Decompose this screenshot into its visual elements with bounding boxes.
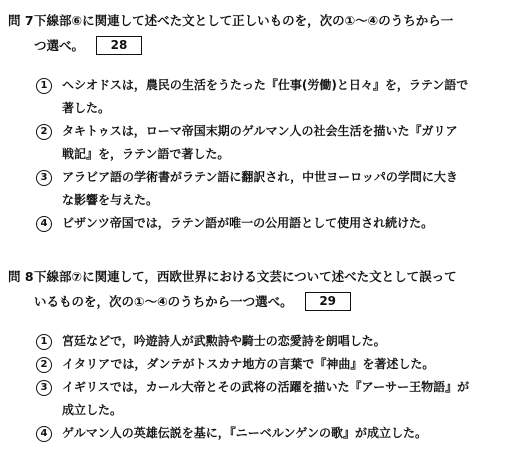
option-text-line1: イギリスでは，カール大帝とその武将の活躍を描いた『アーサー王物語』が xyxy=(62,380,470,394)
question-stem xyxy=(8,8,512,58)
option-number-circle: 3 xyxy=(36,380,52,396)
option-3 xyxy=(34,376,512,422)
option-4 xyxy=(34,212,512,235)
answer-box: 28 xyxy=(96,36,142,55)
option-text-line2: 戦記』を，ラテン語で著した。 xyxy=(62,147,230,161)
option-list xyxy=(8,330,512,445)
option-number-circle: 2 xyxy=(36,124,52,140)
option-text-line1: タキトゥスは，ローマ帝国末期のゲルマン人の社会生活を描いた『ガリア xyxy=(62,124,458,138)
stem-text-line1: 下線部⑦に関連して，西欧世界における文芸について述べた文として誤って xyxy=(34,269,457,284)
stem-line2 xyxy=(8,33,512,58)
option-number-circle: 3 xyxy=(36,170,52,186)
option-text-line1: アラビア語の学術書がラテン語に翻訳され，中世ヨーロッパの学問に大き xyxy=(62,170,458,184)
question-number: 問 7 xyxy=(8,13,34,28)
option-number-circle: 1 xyxy=(36,78,52,94)
option-2 xyxy=(34,120,512,166)
option-2 xyxy=(34,353,512,376)
stem-text-line1: 下線部⑥に関連して述べた文として正しいものを，次の①～④のうちから一 xyxy=(34,13,454,28)
option-text-line1: 宮廷などで，吟遊詩人が武勲詩や騎士の恋愛詩を朗唱した。 xyxy=(62,334,386,348)
option-number-circle: 2 xyxy=(36,357,52,373)
question-stem xyxy=(8,264,512,314)
stem-text-line2: つ選べ。 xyxy=(34,38,85,53)
stem-text-line2: いるものを，次の①～④のうちから一つ選べ。 xyxy=(34,294,293,309)
option-number-circle: 4 xyxy=(36,216,52,232)
stem-line2 xyxy=(8,289,512,314)
option-text-line1: イタリアでは，ダンテがトスカナ地方の言葉で『神曲』を著述した。 xyxy=(62,357,435,371)
option-text-line1: ヘシオドスは，農民の生活をうたった『仕事(労働)と日々』を，ラテン語で xyxy=(62,78,469,92)
option-number-circle: 1 xyxy=(36,334,52,350)
option-text-line2: 著した。 xyxy=(62,101,111,115)
option-list xyxy=(8,74,512,235)
option-1 xyxy=(34,330,512,353)
option-number-circle: 4 xyxy=(36,426,52,442)
question-8 xyxy=(8,264,512,445)
option-4 xyxy=(34,422,512,445)
question-number: 問 8 xyxy=(8,269,34,284)
option-text-line2: な影響を与えた。 xyxy=(62,193,159,207)
option-3 xyxy=(34,166,512,212)
option-text-line1: ゲルマン人の英雄伝説を基に，『ニーベルンゲンの歌』が成立した。 xyxy=(62,426,427,440)
option-text-line2: 成立した。 xyxy=(62,403,123,417)
question-7 xyxy=(8,8,512,235)
option-1 xyxy=(34,74,512,120)
option-text-line1: ビザンツ帝国では，ラテン語が唯一の公用語として使用され続けた。 xyxy=(62,216,434,230)
answer-box: 29 xyxy=(305,292,351,311)
